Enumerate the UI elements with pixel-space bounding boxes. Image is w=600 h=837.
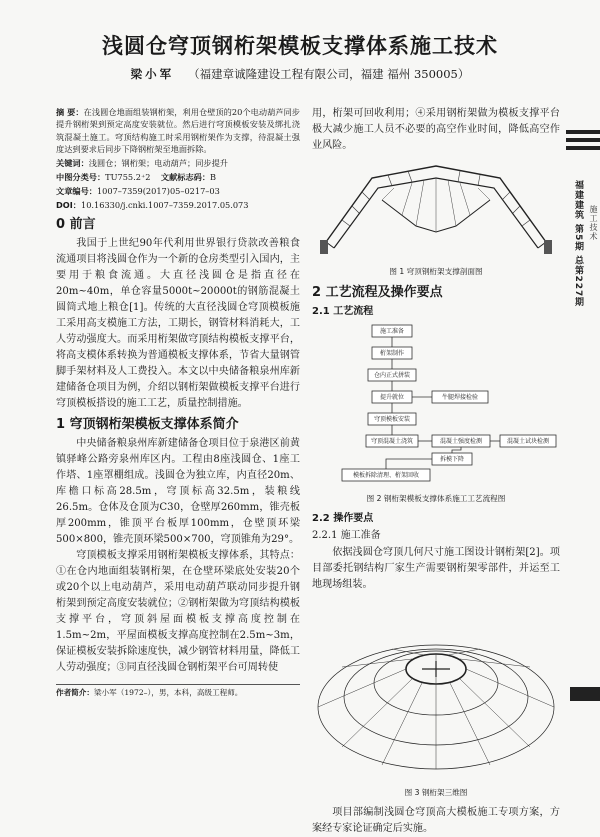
doi-value: 10.16330/j.cnki.1007–7359.2017.05.073 [81, 199, 249, 210]
abstract-text: 在浅圆仓地面组装钢桁架，利用仓壁顶的20个电动葫芦同步提升钢桁架到预定高度安装就位。然后进行穹顶模板安装及绑扎浇筑混凝土施工。穹顶结构施工时采用钢桁架作为支撑，待混凝土强度达到要求后同步下降钢桁架至地面拆除。 [56, 107, 300, 155]
keywords-label: 关键词： [56, 157, 89, 168]
abstract [56, 106, 300, 156]
figure-1-truss-section [312, 156, 560, 256]
section-2-2-title: 2.2 操作要点 [312, 513, 374, 524]
section-1-paragraph-1: 中央储备粮泉州库新建储备仓项目位于泉港区前黄镇驿峰公路旁泉州库区内。工程由8座浅圆仓、1座工作塔、1座罩棚组成。浅圆仓为独立库，内直径20m、库檐口标高28.5m，穹顶标高32.5m，装粮线26.5m。仓体及仓顶为C30，仓壁厚260mm，锥壳板厚200mm，锥顶平台板厚100mm，仓壁顶环梁500×800，锥壳顶环梁500×700，穹顶锥角为29°。 [56, 437, 300, 545]
flow-text-cube: 混凝土试块检测 [506, 438, 550, 445]
footnote [56, 684, 300, 698]
page-number-tab [570, 687, 600, 701]
clc-label: 中图分类号： [56, 171, 106, 182]
right-paragraph-last: 项目部编制浅圆仓穹顶高大模板施工专项方案，方案经专家论证确定后实施。 [312, 807, 560, 834]
left-column [56, 106, 300, 676]
flow-text-weld: 牛腿焊接检验 [441, 394, 479, 401]
footnote-label: 作者简介： [56, 688, 94, 697]
doc-label: 文献标志码： [160, 171, 211, 182]
section-2-1-title: 2.1 工艺流程 [312, 306, 374, 317]
right-column [312, 106, 560, 837]
figure-2-caption: 图 2 钢桁架模板支撑体系施工工艺流程图 [366, 494, 506, 503]
clc-value: TU755.2⁺2 [105, 171, 151, 182]
section-0-paragraph: 我国于上世纪90年代利用世界银行贷款改善粮食流通项目将浅圆仓作为一个新的仓房类型引入国内，主要用于粮食流通。大直径浅圆仓是指直径在20m~40m，单仓容量5000t~20000t的钢筋混凝土圆筒式地上粮仓[1]。传统的大直径浅圆仓穹顶模板施工采用高支模施工方法，工期长，钢管材料消耗大，工人劳动强度大。而采用桁架做穹顶结构模板支撑平台，将高支模体系转换为普通模板支撑体系，节省大量钢管脚手架材料及人工费投入。本文以中央储备粮泉州库新建储备仓项目为例，介绍以钢桁架做模板支撑平台进行穹顶模板搭设的施工工艺，质量控制措施。 [56, 237, 300, 409]
figure-1-caption: 图 1 穹顶钢桁架支撑剖面图 [389, 267, 483, 276]
paper-title: 浅圆仓穹顶钢桁架模板支撑体系施工技术 [102, 34, 498, 58]
flow-text-lift: 提升就位 [379, 394, 405, 401]
article-value: 1007–7359(2017)05–0217–03 [96, 185, 220, 196]
affiliation: （福建章诚隆建设工程有限公司，福建 福州 350005） [188, 67, 470, 81]
abstract-label: 摘 要： [56, 107, 84, 117]
section-1-paragraph-2: 穹顶模板支撑采用钢桁架模板支撑体系，其特点：①在仓内地面组装钢桁架，在仓壁环梁底处安装20个或20个以上电动葫芦，采用电动葫芦联动同步提升钢桁架到预定高度安装就位；②钢桁架做为穹顶结构模板支撑平台，穹顶斜屋面模板支撑高度控制在1.5m~2m，平屋面模板支撑高度控制在2.5m~3m，保证模板安装拆除速度快，减少钢管材料用量，降低工人劳动强度；③同直径浅圆仓钢桁架平台可周转使 [56, 549, 300, 673]
keywords-value: 浅圆仓；钢桁架；电动葫芦；同步提升 [88, 157, 228, 168]
flow-text-pour: 穹顶混凝土浇筑 [370, 438, 414, 445]
article-number [56, 185, 300, 198]
doc-value: B [210, 171, 217, 182]
doi [56, 199, 300, 212]
flow-text-lower: 拆模下降 [439, 456, 465, 463]
figure-2-flowchart [312, 323, 560, 483]
flow-text-fabricate: 桁架制作 [379, 350, 405, 357]
section-2-2-1-paragraph: 依据浅圆仓穹顶几何尺寸施工图设计钢桁架[2]。项目部委托钢结构厂家生产需要钢桁架零部件，并运至工地现场组装。 [312, 547, 560, 590]
author-line [0, 66, 600, 82]
flow-text-formwork: 穹顶模板安装 [373, 416, 411, 423]
section-0-title: 0 前言 [56, 216, 96, 232]
author-name: 梁小军 [130, 67, 175, 81]
sidebar-text-2: 施工技术 [589, 205, 598, 241]
figure-3-truss-3d [312, 597, 560, 777]
section-2-2-1-title: 2.2.1 施工准备 [312, 530, 381, 541]
footnote-text: 梁小军（1972–），男，本科，高级工程师。 [93, 688, 243, 697]
section-2-title: 2 工艺流程及操作要点 [312, 285, 443, 300]
doi-label: DOI： [56, 199, 81, 210]
flow-text-strength: 混凝土强度检测 [439, 438, 483, 445]
keywords [56, 157, 300, 170]
section-1-title: 1 穹顶钢桁架模板支撑体系简介 [56, 416, 239, 432]
figure-3-caption: 图 3 钢桁架三维图 [404, 788, 468, 797]
flow-text-remove: 模板拆除清理、桁架回收 [352, 472, 420, 479]
right-paragraph-1: 用，桁架可回收利用；④采用钢桁架做为模板支撑平台极大减少施工人员不必要的高空作业时间，降低高空作业风险。 [312, 108, 560, 151]
flow-text-prep: 施工准备 [379, 328, 405, 335]
sidebar-text: 福建建筑 第5期 总第227期 [573, 180, 583, 308]
article-label: 文章编号： [56, 185, 97, 196]
flow-text-assemble: 仓内正式拼装 [373, 372, 411, 379]
classification [56, 171, 300, 184]
